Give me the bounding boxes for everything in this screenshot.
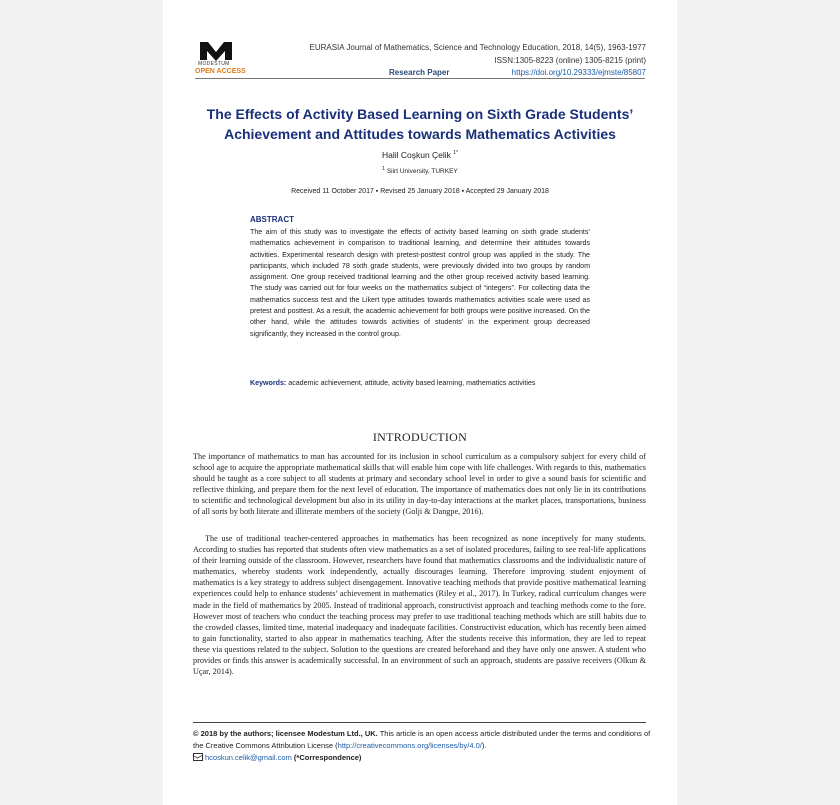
author-email[interactable]: hcoskun.celik@gmail.com xyxy=(205,753,292,762)
abstract-heading: ABSTRACT xyxy=(250,215,294,224)
logo-wordmark: MODESTUM xyxy=(198,61,230,67)
license-notice xyxy=(193,728,653,764)
keywords-list: academic achievement, attitude, activity based learning, mathematics activities xyxy=(288,379,536,387)
open-access-label: OPEN ACCESS xyxy=(195,68,246,75)
keywords-label: Keywords: xyxy=(250,379,287,387)
affiliation-mark: 1 xyxy=(382,166,386,172)
doi-link[interactable]: https://doi.org/10.29333/ejmste/85807 xyxy=(511,68,646,77)
envelope-icon xyxy=(193,753,203,761)
copyright: © 2018 by the authors; licensee Modestum Ltd., UK. xyxy=(193,729,378,738)
license-text-b: ). xyxy=(481,741,487,750)
article-dates: Received 11 October 2017 ▪ Revised 25 January 2018 ▪ Accepted 29 January 2018 xyxy=(291,188,549,195)
correspondence-line xyxy=(193,752,653,764)
license-link[interactable]: http://creativecommons.org/licenses/by/4.0/ xyxy=(337,741,482,750)
correspondence-label: (*Correspondence) xyxy=(293,753,362,762)
intro-paragraph-2-text: The use of traditional teacher-centered approaches in mathematics has been recognized as none inceptively for many students. According to studies has reported that students often view mathematics as a set of isolated procedures, failing to see real-life applications of their learning outside of the classroom. However, researchers have found that mathematics classrooms and the individualistic nature of mathematics, whereby students work independently, actually discourages learning. Therefore improving student enjoyment of mathematics is a key strategy to address subject disengagement. Innovative teaching methods that provide positive mathematical learning experiences could help to enhance students’ achievement in mathematics (Riley et al., 2017). In Turkey, radical curriculum changes were made in the field of mathematics by 2005. Instead of traditional approach, constructivist approach and teaching methods come to the fore. However most of teachers who conduct the teaching process may prefer to use traditional teaching methods which are still habits due to the crowded classes, limited time, material inadequacy and inadequate facilities. Constructivist education, which has recently been aimed to gain functionality, started to also appear in mathematics teaching. After the students receive this information, they are led to repeat these via questions related to the subject. Solution to the questions are created beforehand and they have only one answer. A student who provides or finds this answer is academically successful. In an environment of such an approach, students are passive receivers (Olkun & Uçar, 2014). xyxy=(193,534,646,677)
author-text: Halil Coşkun Çelik xyxy=(381,150,451,160)
affiliation-text: Siirt University, TURKEY xyxy=(386,168,458,176)
license-text xyxy=(193,728,653,752)
affiliation xyxy=(180,166,660,175)
author-mark: 1* xyxy=(453,150,459,157)
keywords xyxy=(250,378,590,389)
header-divider xyxy=(195,78,645,79)
license-text-a: This article is an open access article distributed under the terms and conditions of the Creative Commons Attribution License ( xyxy=(193,729,651,750)
author-name xyxy=(180,150,660,160)
journal-issn: ISSN:1305-8223 (online) 1305-8215 (print) xyxy=(494,56,646,65)
abstract-text: The aim of this study was to investigate the effects of activity based learning on sixth grade students’ mathematics achievement in comparison to traditional learning, and determine their attitudes towards activities. Experimental research design with pretest-posttest control group was applied in the study. The participants, which included 78 sixth grade students, were previously divided into two groups by random assignment. One group received traditional learning and the other group received activity based learning. The study was carried out for four weeks on the mathematics subject of “integers”. For collecting data the mathematics success test and the Likert type attitudes towards mathematics activities scale were used as pretest and posttest. As a result, the academic achievement for both groups were positive increased. On the other hand, while the attitudes towards activities of students’ in the experiment group decreased significantly, they increased in the control group. xyxy=(250,228,590,338)
journal-citation: EURASIA Journal of Mathematics, Science and Technology Education, 2018, 14(5), 1963-1977 xyxy=(309,43,646,52)
title-line-1: The Effects of Activity Based Learning on Sixth Grade Students’ xyxy=(206,106,634,122)
intro-paragraph-2 xyxy=(193,533,646,677)
article-title xyxy=(180,104,660,144)
intro-paragraph-1: The importance of mathematics to man has accounted for its inclusion in school curriculum as a compulsory subject for every child of school age to acquire the appropriate mathematical skills that will enable him cope with life challenges. With regards to this, mathematics should be taught as a core subject to all students at primary and secondary school level in order to give a sound basis for scientific and reflective thinking, and prepare them for the next level of education. The importance of mathematics does not only lie in its contributions to scientific and technological development but also in its utility in day-to-day interactions at the market places, transportations, business of all sorts by both literate and illiterate members of the society (Golji & Dangpe, 2016). xyxy=(193,452,646,517)
paper-type: Research Paper xyxy=(389,68,450,77)
footer-divider xyxy=(193,722,646,723)
title-line-2: Achievement and Attitudes towards Mathematics Activities xyxy=(224,126,616,142)
section-heading-introduction: INTRODUCTION xyxy=(372,430,468,444)
